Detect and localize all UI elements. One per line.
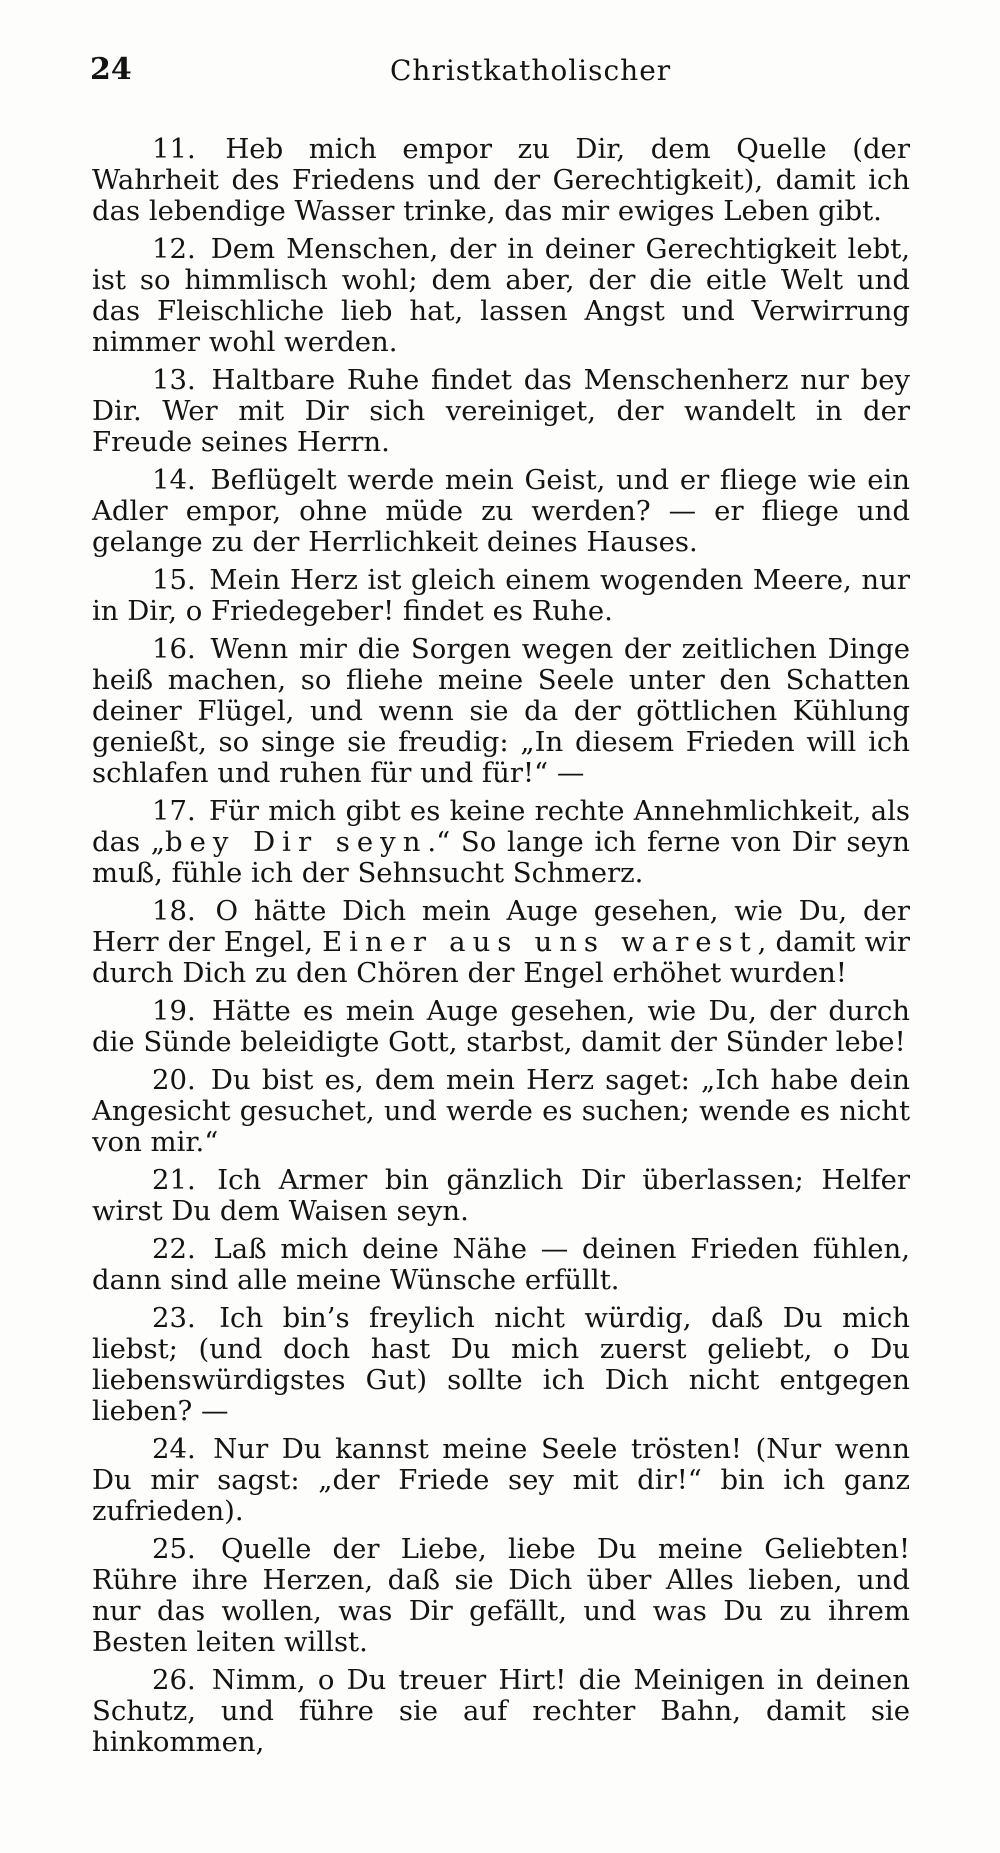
paragraph-text: Nur Du kannst meine Seele trösten! (Nur wenn Du mir sagst: „der Friede sey mit dir!“ bin ich ganz zufrieden). [92,1433,910,1527]
paragraph-text: .“ So lange ich ferne von Dir seyn muß, fühle ich der Sehnsucht Schmerz. [92,826,910,889]
paragraph-number: 24. [152,1433,196,1465]
paragraph-number: 13. [152,364,196,396]
paragraph-number: 14. [152,464,196,496]
paragraph-text: Heb mich empor zu Dir, dem Quelle (der Wahrheit des Friedens und der Gerechtigkeit), damit ich das lebendige Wasser trinke, das mir ewiges Leben gibt. [92,133,910,227]
page-number: 24 [90,52,132,87]
paragraph-number: 19. [152,995,196,1027]
paragraph-text: Nimm, o Du treuer Hirt! die Meinigen in deinen Schutz, und führe sie auf rechter Bahn, damit sie hinkommen, [92,1664,910,1758]
paragraph-text: Mein Herz ist gleich einem wogenden Meere, nur in Dir, o Friedegeber! findet es Ruhe. [92,564,910,627]
paragraph-number: 12. [152,233,196,265]
paragraph-number: 18. [152,895,196,927]
page-body [92,134,910,1765]
paragraph-24 [92,1434,910,1527]
paragraph-text: Wenn mir die Sorgen wegen der zeitlichen Dinge heiß machen, so fliehe meine Seele unter den Schatten deiner Flügel, und wenn sie da der göttlichen Kühlung genießt, so singe sie freudig: „In diesem Frieden will ich schlafen und ruhen für und für!“ — [92,633,910,789]
paragraph-15 [92,565,910,627]
paragraph-text: Ich Armer bin gänzlich Dir überlassen; Helfer wirst Du dem Waisen seyn. [92,1164,911,1227]
paragraph-12 [92,234,910,358]
paragraph-text: Beflügelt werde mein Geist, und er fliege wie ein Adler empor, ohne müde zu werden? — er fliege und gelange zu der Herrlichkeit deines Hauses. [92,464,910,558]
paragraph-text: Haltbare Ruhe findet das Menschenherz nur bey Dir. Wer mit Dir sich vereiniget, der wandelt in der Freude seines Herrn. [92,364,911,458]
paragraph-number: 11. [152,133,196,165]
paragraph-21 [92,1165,910,1227]
paragraph-22 [92,1234,910,1296]
paragraph-16 [92,634,910,789]
paragraph-text: Ich bin’s freylich nicht würdig, daß Du mich liebst; (und doch hast Du mich zuerst geliebt, o Du liebenswürdigstes Gut) sollte ich Dich nicht entgegen lieben? — [92,1302,910,1427]
page-header [90,52,910,102]
paragraph-25 [92,1534,910,1658]
paragraph-18 [92,896,910,989]
paragraph-13 [92,365,910,458]
paragraph-number: 23. [152,1302,196,1334]
running-title: Christkatholischer [390,54,672,87]
paragraph-text: Laß mich deine Nähe — deinen Frieden fühlen, dann sind alle meine Wünsche erfüllt. [92,1233,910,1296]
paragraph-text: Für mich gibt es keine rechte Annehmlichkeit, als das „ [92,795,910,858]
paragraph-number: 20. [152,1064,196,1096]
paragraph-number: 25. [152,1533,196,1565]
paragraph-number: 17. [152,795,196,827]
spaced-emphasis: Einer aus uns warest [322,926,758,958]
paragraph-19 [92,996,910,1058]
paragraph-text: , damit wir durch Dich zu den Chören der Engel erhöhet wurden! [92,926,910,989]
paragraph-number: 22. [152,1233,196,1265]
paragraph-20 [92,1065,910,1158]
paragraph-text: Dem Menschen, der in deiner Gerechtigkeit lebt, ist so himmlisch wohl; dem aber, der die eitle Welt und das Fleischliche lieb hat, lassen Angst und Verwirrung nimmer wohl werden. [92,233,910,358]
paragraph-text: Hätte es mein Auge gesehen, wie Du, der durch die Sünde beleidigte Gott, starbst, damit der Sünder lebe! [92,995,910,1058]
paragraph-number: 16. [152,633,196,665]
paragraph-number: 26. [152,1664,196,1696]
paragraph-14 [92,465,910,558]
paragraph-text: Du bist es, dem mein Herz saget: „Ich habe dein Angesicht gesuchet, und werde es suchen; wende es nicht von mir.“ [92,1064,910,1158]
spaced-emphasis: bey Dir seyn [165,826,428,858]
paragraph-23 [92,1303,910,1427]
paragraph-26 [92,1665,910,1758]
paragraph-number: 15. [152,564,196,596]
paragraph-11 [92,134,910,227]
paragraph-17 [92,796,910,889]
paragraph-text: Quelle der Liebe, liebe Du meine Geliebten! Rühre ihre Herzen, daß sie Dich über Alles lieben, und nur das wollen, was Dir gefällt, und was Du zu ihrem Besten leiten willst. [92,1533,910,1658]
paragraph-text: O hätte Dich mein Auge gesehen, wie Du, der Herr der Engel, [92,895,910,958]
paragraph-number: 21. [152,1164,196,1196]
